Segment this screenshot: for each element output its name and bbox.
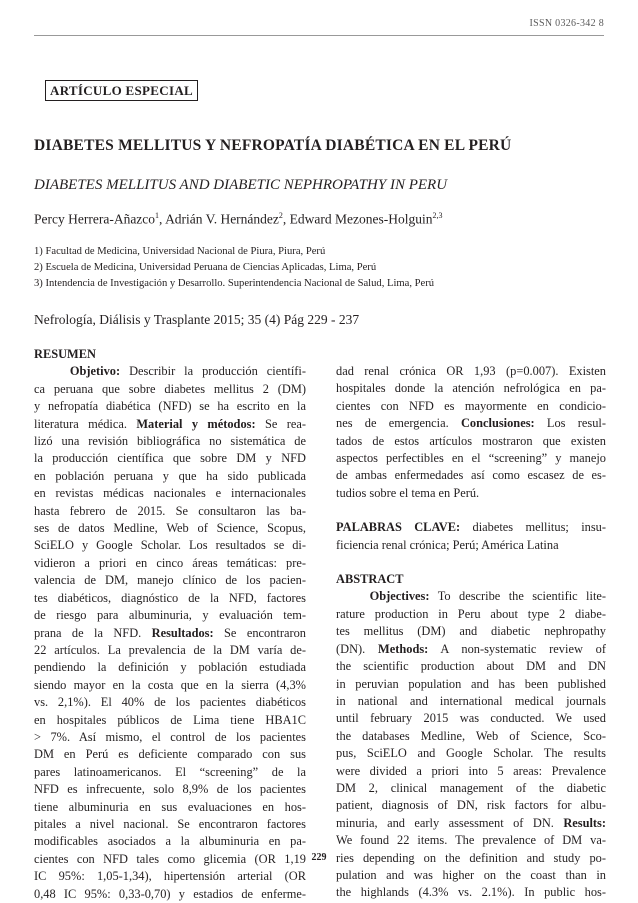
author-name: Edward Mezones-Holguin: [289, 211, 433, 227]
text-line: [34, 503, 306, 520]
text-run: modificables asociados a la albuminuria en pa-: [34, 834, 306, 849]
text-line: [336, 710, 606, 727]
bold-label: Objectives:: [369, 589, 430, 604]
text-line: [34, 729, 306, 746]
text-line: [34, 677, 306, 694]
text-run: pus, SciELO and Google Scholar. The results: [336, 746, 606, 761]
paragraph-gap: [336, 554, 606, 571]
text-line: [34, 363, 306, 380]
text-run: Los resul-: [534, 416, 606, 431]
paragraph-gap: [336, 502, 606, 519]
text-run: the databases Medline, Web of Science, Sco-: [336, 728, 606, 743]
text-run: vidieron a priori en cinco áreas temáticas: pre-: [34, 555, 306, 570]
text-run: aspectos perfectibles en el “screening” y manejo: [336, 451, 606, 466]
bold-label: Material y métodos:: [136, 416, 256, 431]
text-run: in national and international medical journals: [336, 693, 606, 708]
text-line: [34, 555, 306, 572]
text-run: ses de datos Medline, Web of Science, Scopus,: [34, 521, 306, 536]
journal-citation: Nefrología, Diálisis y Trasplante 2015; 35 (4) Pág 229 - 237: [34, 312, 360, 327]
affiliation: 3) Intendencia de Investigación y Desarrollo. Superintendencia Nacional de Salud, Lima, Perú: [34, 278, 435, 289]
text-run: SciELO y Google Scholar. Los resultados se di-: [34, 538, 306, 553]
text-line: [336, 658, 606, 675]
text-run: de ambas enfermedades así como escasez de es-: [336, 468, 606, 483]
header-rule: [34, 35, 604, 36]
text-run: tiene albuminuria en sus evaluaciones en hos-: [34, 799, 306, 814]
text-run: y nefropatía diabética (NFD) se ha escrito en la: [34, 399, 306, 414]
affiliation-list: [34, 244, 608, 292]
text-line: [34, 398, 306, 415]
text-run: de riesgo para albuminuria, y evaluación tem-: [34, 608, 306, 623]
text-run: > 7%. Así mismo, el control de los pacientes: [34, 729, 306, 744]
text-line: [336, 588, 606, 605]
text-run: ries depending on the definition and study po-: [336, 850, 606, 865]
text-run: valencia de DM, manejo clínico de los pacien-: [34, 573, 306, 588]
bold-label: Conclusiones:: [460, 416, 535, 431]
text-run: [336, 589, 370, 603]
text-run: cientes con NFD es mayormente en condicio-: [336, 398, 606, 413]
section-heading: ABSTRACT: [336, 572, 404, 587]
text-line: [34, 694, 306, 711]
text-run: 22 artículos. La prevalencia de la DM varía de-: [34, 642, 306, 657]
text-line: [336, 433, 606, 450]
text-run: were divided a priori into 5 areas: Prevalence: [336, 763, 606, 778]
text-run: in peruvian population and has been published: [336, 676, 606, 691]
text-line: [336, 537, 606, 554]
article-subtitle: DIABETES MELLITUS AND DIABETIC NEPHROPATHY IN PERU: [34, 177, 448, 193]
text-run: tudios sobre el tema en Perú.: [336, 485, 480, 500]
text-run: hospitales donde la atención nefrológica en pa-: [336, 381, 606, 396]
text-line: [34, 799, 306, 816]
text-run: DM 2, clinical management of the diabetic: [336, 780, 606, 795]
text-line: [336, 884, 606, 901]
text-line: [336, 815, 606, 832]
text-run: prana de la NFD.: [34, 625, 152, 640]
bold-label: Resultados:: [151, 625, 214, 640]
text-run: dad renal crónica OR 1,93 (p=0.007). Existen: [336, 364, 606, 378]
text-run: cientes con NFD tales como glicemia (OR 1,19: [34, 851, 306, 866]
text-line: [336, 398, 606, 415]
author-name: Percy Herrera-Añazco: [34, 211, 156, 227]
text-line: [336, 519, 606, 536]
text-run: tes mellitus (DM) and diabetic nephropathy: [336, 624, 606, 639]
text-line: [336, 797, 606, 814]
text-run: literatura médica.: [34, 416, 137, 431]
page-number: 229: [311, 852, 327, 863]
text-line: [34, 868, 306, 885]
affiliation: 2) Escuela de Medicina, Universidad Peruana de Ciencias Aplicadas, Lima, Perú: [34, 262, 377, 273]
abstract-spanish-column: [34, 346, 306, 903]
text-run: A non-systematic review of: [428, 641, 606, 656]
text-run: siendo mayor en la costa que en la sierra (4,3%: [34, 677, 306, 692]
text-line: [34, 746, 306, 763]
text-run: pulation and was higher on the coast than in: [336, 867, 606, 882]
section-label: ARTÍCULO ESPECIAL: [45, 80, 198, 101]
text-line: [34, 520, 306, 537]
text-run: tes diabéticos, diagnóstico de la NFD, factores: [34, 590, 306, 605]
text-run: To describe the scientific lite-: [429, 589, 606, 604]
text-line: [34, 833, 306, 850]
text-line: [34, 712, 306, 729]
text-line: [336, 363, 606, 380]
text-line: [336, 832, 606, 849]
text-line: [336, 485, 606, 502]
text-line: [34, 607, 306, 624]
text-line: [336, 641, 606, 658]
text-line: [34, 625, 306, 642]
author-separator: ,: [282, 211, 290, 227]
author-affiliation-mark: 1: [155, 211, 160, 220]
bold-label: Methods:: [378, 641, 429, 656]
text-run: patient, diagnosis of DN, risk factors for albu-: [336, 798, 606, 813]
text-line: [34, 537, 306, 554]
text-line: [336, 745, 606, 762]
bold-label: Results:: [563, 815, 606, 830]
text-line: [336, 606, 606, 623]
text-line: [34, 659, 306, 676]
text-line: [336, 450, 606, 467]
text-line: [336, 467, 606, 484]
text-run: en revistas médicas nacionales e internacionales: [34, 486, 306, 501]
text-run: Se rea-: [255, 416, 306, 431]
text-line: [34, 781, 306, 798]
text-run: until february 2015 was conducted. We used: [336, 711, 606, 726]
text-line: [336, 728, 606, 745]
text-line: [34, 468, 306, 485]
text-run: pares latinoamericanos. El “screening” de la: [34, 764, 306, 779]
section-heading: RESUMEN: [34, 347, 96, 361]
text-run: Describir la producción científi-: [120, 364, 306, 379]
text-line: [34, 381, 306, 398]
text-line: [34, 433, 306, 450]
text-run: en hospitales públicos de Lima tiene HBA1C: [34, 712, 306, 727]
text-run: tados de estos artículos mostraron que existen: [336, 433, 606, 448]
text-line: [336, 693, 606, 710]
bold-label: Objetivo:: [69, 364, 121, 379]
text-run: the highlands (4.3% vs. 2.1%). In public hos-: [336, 885, 606, 900]
text-run: IC 95%: 1,05-1,34), hipertensión arterial (OR: [34, 869, 306, 884]
author-affiliation-mark: 2: [278, 211, 283, 220]
text-run: pendiendo la definición y población estudiada: [34, 660, 306, 675]
text-run: minuria, and early assessment of DN.: [336, 815, 564, 830]
text-line: [34, 764, 306, 781]
text-run: lizó una revisión bibliográfica no sistemática de: [34, 434, 306, 449]
text-run: la producción científica que sobre DM y NFD: [34, 451, 306, 466]
issn-label: ISSN 0326-342 8: [529, 18, 604, 29]
text-run: vs. 2,1%). El 40% de los pacientes diabéticos: [34, 695, 306, 710]
text-run: We found 22 items. The prevalence of DM va-: [336, 833, 606, 848]
author-name: Adrián V. Hernández: [165, 211, 279, 227]
affiliation: 1) Facultad de Medicina, Universidad Nacional de Piura, Piura, Perú: [34, 246, 326, 257]
text-run: diabetes mellitus; insu-: [460, 520, 606, 535]
text-line: [336, 763, 606, 780]
text-line: [336, 380, 606, 397]
text-line: [336, 415, 606, 432]
text-line: [34, 816, 306, 833]
text-line: [34, 485, 306, 502]
text-run: Se encontraron: [213, 625, 306, 640]
text-run: en población peruana y que ha sido publicada: [34, 468, 306, 483]
text-run: [34, 364, 70, 378]
bold-label: PALABRAS CLAVE:: [336, 520, 461, 535]
text-line: [34, 886, 306, 903]
author-affiliation-mark: 2,3: [432, 211, 443, 220]
text-run: DM en Perú es deficiente comparado con sus: [34, 747, 306, 762]
text-run: rature production in Peru about type 2 diabe-: [336, 606, 606, 621]
article-title: DIABETES MELLITUS Y NEFROPATÍA DIABÉTICA EN EL PERÚ: [34, 137, 512, 154]
text-line: [336, 623, 606, 640]
text-run: hasta febrero de 2015. Se consultaron las ba-: [34, 503, 306, 518]
text-line: [336, 867, 606, 884]
text-run: ca peruana que sobre diabetes mellitus 2 (DM): [34, 381, 306, 396]
text-run: NFD es infrecuente, solo 8,9% de los pacientes: [34, 782, 306, 797]
text-run: (DN).: [336, 641, 379, 656]
text-run: pitales a nivel nacional. Se encontraron factores: [34, 816, 306, 831]
text-line: [34, 590, 306, 607]
text-line: [34, 416, 306, 433]
text-line: [34, 572, 306, 589]
text-line: [336, 780, 606, 797]
text-line: [34, 642, 306, 659]
author-list: [34, 211, 608, 228]
text-line: [34, 450, 306, 467]
text-line: [336, 676, 606, 693]
text-run: 0,48 IC 95%: 0,33-0,70) y estadios de enferme-: [34, 886, 306, 901]
author-separator: ,: [159, 211, 166, 227]
text-run: ficiencia renal crónica; Perú; América Latina: [336, 537, 559, 552]
abstract-continuation-column: [336, 363, 606, 902]
text-run: nes de emergencia.: [336, 416, 461, 431]
text-run: the scientific production about DM and DN: [336, 659, 606, 674]
